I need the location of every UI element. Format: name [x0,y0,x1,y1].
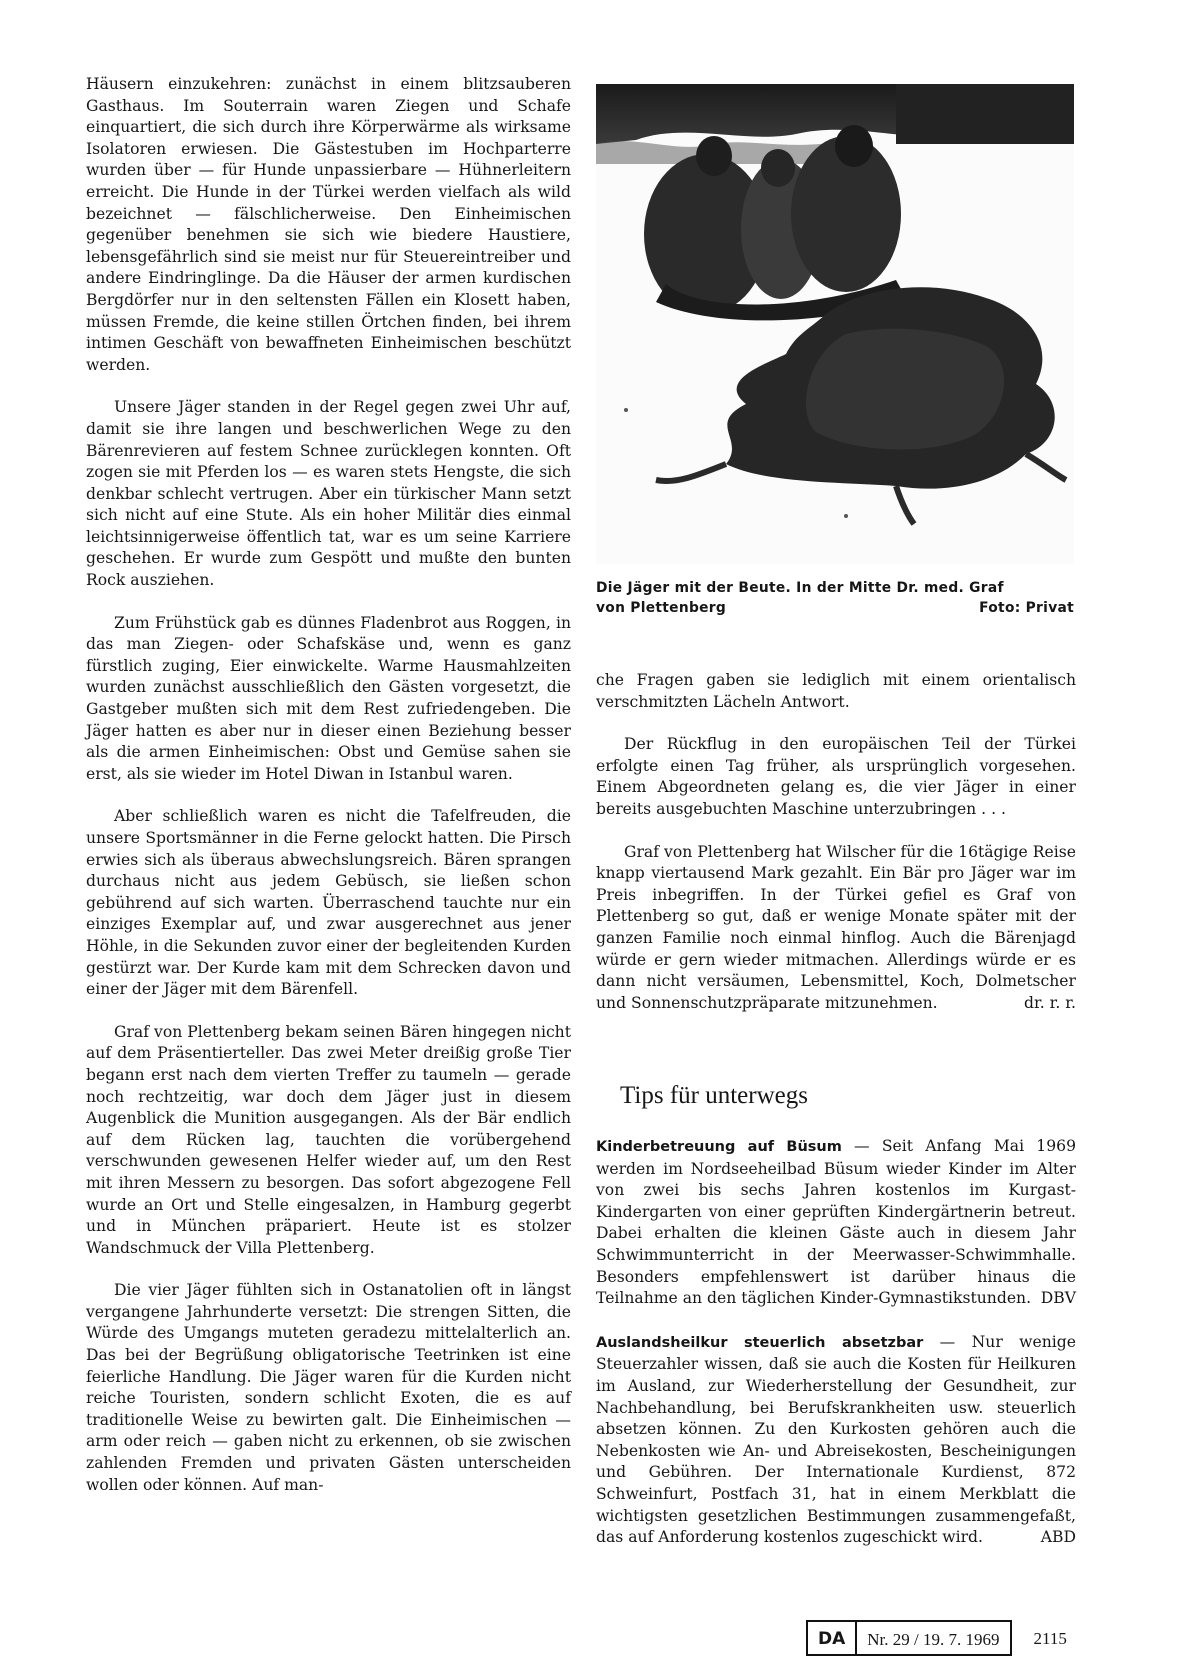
article-signature: dr. r. r. [1024,994,1076,1013]
tips-section [596,1136,1076,1549]
page-footer [806,1620,1067,1656]
paragraph: Zum Frühstück gab es dünnes Fladenbrot aus Roggen, in das man Ziegen- oder Schafskäse und, wenn es ganz fürstlich zuging, Eier einwickelte. Warme Hausmahlzeiten wurden zunächst ausschließlich den Gästen vorgesetzt, die Gastgeber mußten sich mit dem Rest zufriedengeben. Die Jäger hatten es aber nur in dieser einen Beziehung besser als die armen Einheimischen: Obst und Gemüse sahen sie erst, als sie wieder im Hotel Diwan in Istanbul waren. [86,613,571,783]
paragraph: Häusern einzukehren: zunächst in einem blitzsauberen Gasthaus. Im Souterrain waren Ziegen und Schafe einquartiert, die sich durch ihre Körperwärme als wirksame Isolatoren erwiesen. Die Gästestuben im Hochparterre wurden über — für Hunde unpassierbare — Hühnerleitern erreicht. Die Hunde in der Türkei werden vielfach als wild bezeichnet — fälschlicherweise. Den Einheimischen gegenüber benehmen sie sich wie biedere Haustiere, lebensgefährlich sind sie meist nur für Steuereintreiber und andere Eindringlinge. Da die Häuser der armen kurdischen Bergdörfer nur in den seltensten Fällen ein Klosett haben, müssen Fremde, die keine stillen Örtchen finden, bei ihrem intimen Geschäft von bewaffneten Einheimischen beschützt werden. [86,75,571,374]
caption-text: Die Jäger mit der Beute. In der Mitte Dr. med. Graf [596,580,1004,596]
paragraph: Unsere Jäger standen in der Regel gegen zwei Uhr auf, damit sie ihre langen und beschwerlichen Wege zu den Bärenrevieren auf festem Schnee zurücklegen konnten. Oft zogen sie mit Pferden los — es waren stets Hengste, die sich denkbar schlecht vertrugen. Aber ein türkischer Mann setzt sich nicht auf eine Stute. Als ein hoher Militär dies einmal leichtsinnigerweise öffentlich tat, war es um seine Karriere geschehen. Er wurde zum Gespött und mußte den bunten Rock ausziehen. [86,398,571,590]
tip-source: ABD [1040,1528,1076,1547]
right-column [596,670,1076,1015]
tip-text: — Seit Anfang Mai 1969 werden im Nordseeheilbad Büsum wieder Kinder im Alter von zwei bis sechs Jahren kostenlos im Kurgast-Kindergarten von einer geprüften Kindergärtnerin betreut. Dabei erhalten die kleinen Gäste auch in diesem Jahr Schwimmunterricht in der Meerwasser-Schwimmhalle. Besonders empfehlenswert ist darüber hinaus die Teilnahme an den täglichen Kinder-Gymnastikstunden. [596,1137,1076,1308]
paragraph: che Fragen gaben sie lediglich mit einem orientalisch verschmitzten Lächeln Antwort. [596,671,1076,711]
tip-item [596,1136,1076,1310]
tip-source: DBV [1040,1289,1076,1308]
left-column [86,74,571,1496]
hunters-with-bearskin-image [596,84,1074,564]
caption-line [596,578,1074,598]
photo-credit: Foto: Privat [979,600,1074,616]
caption-name: von Plettenberg [596,600,727,616]
paragraph: Die vier Jäger fühlten sich in Ostanatolien oft in längst vergangene Jahrhunderte versetzt: Die strengen Sitten, die Würde des Umgangs muteten geradezu mittelalterlich an. Das bei der Begrüßung obligatorische Teetrinken ist eine feierliche Handlung. Die Jäger waren für die Kurden nicht reiche Touristen, sondern schlicht Exoten, die es auf traditionelle Weise zu bewirten galt. Die Einheimischen — arm oder reich — gaben nicht zu erkennen, ob sie zwischen zahlenden Fremden und privaten Gästen unterscheiden wollen oder können. Auf man- [86,1281,571,1494]
tip-title: Auslandsheilkur steuerlich absetzbar [596,1334,924,1351]
tip-item [596,1332,1076,1549]
tip-text: — Nur wenige Steuerzahler wissen, daß sie auch die Kosten für Heilkuren im Ausland, zur Wiederherstellung der Gesundheit, zur Nachbehandlung, bei Berufskrankheiten usw. steuerlich absetzen können. Zu den Kurkosten gehören auch die Nebenkosten wie An- und Abreisekosten, Bescheinigungen und Gebühren. Der Internationale Kurdienst, 872 Schweinfurt, Postfach 31, hat in einem Merkblatt die wichtigsten gesetzlichen Bestimmungen zusammengefaßt, das auf Anforderung kostenlos zugeschickt wird. [596,1332,1076,1547]
issue-number: Nr. 29 / 19. 7. 1969 [867,1630,1000,1649]
paragraph: Graf von Plettenberg bekam seinen Bären hingegen nicht auf dem Präsentierteller. Das zwei Meter dreißig große Tier begann erst nach dem vierten Treffer zu taumeln — gerade noch rechtzeitig, war doch dem Jäger just in diesem Augenblick die Munition ausgegangen. Als der Bär endlich auf dem Rücken lag, tauchten die vorübergehend verschwunden gewesenen Helfer wieder auf, um den Rest mit ihren Messern zu besorgen. Das sofort abgezogene Fell wurde an Ort und Stelle eingesalzen, in Hamburg gegerbt und in München präpariert. Heute ist es stolzer Wandschmuck der Villa Plettenberg. [86,1022,571,1257]
paragraph: Der Rückflug in den europäischen Teil der Türkei erfolgte einen Tag früher, als ursprünglich vorgesehen. Einem Abgeordneten gelang es, die vier Jäger in einer bereits ausgebuchten Maschine unterzubringen . . . [596,735,1076,818]
hunters-photo [596,84,1074,564]
section-heading: Tips für unterwegs [620,1082,808,1109]
caption-line [596,598,1074,618]
issue-box [806,1620,1012,1656]
paragraph: Graf von Plettenberg hat Wilscher für die 16tägige Reise knapp viertausend Mark gezahlt. Ein Bär pro Jäger war im Preis inbegriffen. In der Türkei gefiel es Graf von Plettenberg so gut, daß er wenige Monate später mit der ganzen Familie noch einmal hinflog. Auch die Bärenjagd würde er gern wieder mitmachen. Allerdings würde er es dann nicht versäumen, Lebensmittel, Koch, Dolmetscher und Sonnenschutzpräparate mitzunehmen. [596,842,1076,1012]
photo-caption [596,578,1074,618]
tip-title: Kinderbetreuung auf Büsum [596,1139,842,1155]
paragraph: Aber schließlich waren es nicht die Tafelfreuden, die unsere Sportsmänner in die Ferne gelockt hatten. Die Pirsch erwies sich als überaus abwechslungsreich. Bären sprangen durchaus nicht aus jedem Gebüsch, sie ließen schon gebührend auf sich warten. Überraschend tauchte nur ein einziges Exemplar auf, und zwar ausgerechnet aus jener Höhle, in die Sekunden zuvor einer der begleitenden Kurden gestürzt war. Der Kurde kam mit dem Schrecken davon und einer der Jäger mit dem Bärenfell. [86,807,571,999]
magazine-logo: DA [808,1622,857,1654]
page-number: 2115 [1033,1629,1067,1648]
